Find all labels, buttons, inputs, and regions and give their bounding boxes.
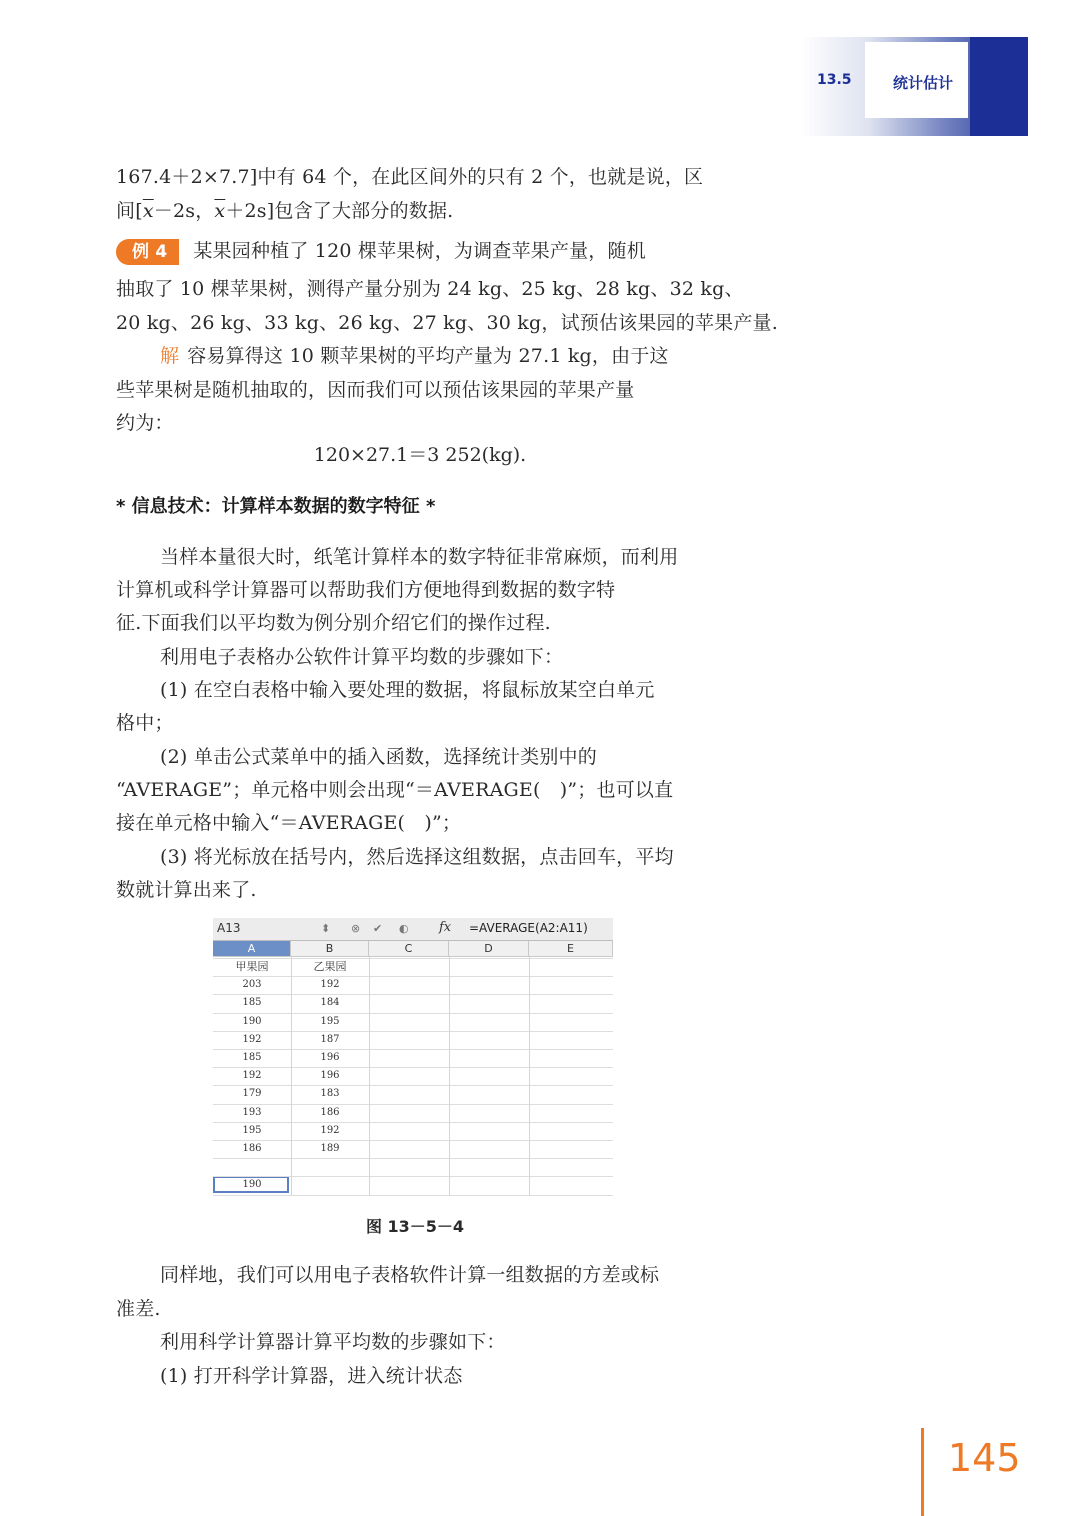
grid-row-line (213, 1158, 613, 1159)
cell-b-11: 189 (320, 1143, 340, 1154)
function-toggle-icon: ◐ (399, 922, 409, 935)
header-blue-bar (970, 37, 1028, 136)
grid-column-line (529, 957, 530, 1196)
solution-line-1: 解 容易算得这 10 颗苹果树的平均产量为 27.1 kg，由于这 (160, 345, 669, 367)
continued-line-2: 间[$\overline{x}-2s$，$\overline{x}+2s$]包含了大部分的数据. (116, 200, 454, 222)
step2-line-2: “AVERAGE”；单元格中则会出现“＝AVERAGE( )”；也可以直 (116, 779, 674, 801)
continued-line-1: 167.4＋2×7.7]中有 64 个，在此区间外的只有 2 个，也就是说，区 (116, 166, 704, 188)
cell-a-6: 185 (242, 1052, 262, 1063)
formula-text: =AVERAGE(A2:A11) (469, 921, 588, 935)
para1-line-3: 征.下面我们以平均数为例分别介绍它们的操作过程. (116, 612, 551, 634)
cell-a-11: 186 (242, 1143, 262, 1154)
column-header-c: C (369, 941, 449, 957)
cell-a-8: 179 (242, 1088, 262, 1100)
header-cell-a: 甲果园 (235, 960, 269, 973)
example-line-3: 20 kg、26 kg、33 kg、26 kg、27 kg、30 kg，试预估该果园的苹果产量. (116, 312, 778, 334)
cell-a-3: 185 (242, 997, 262, 1009)
cell-a-7: 192 (242, 1070, 262, 1082)
para1-line-2: 计算机或科学计算器可以帮助我们方便地得到数据的数字特 (116, 579, 616, 601)
cell-a-2: 203 (242, 979, 262, 991)
cell-b-10: 192 (320, 1124, 340, 1136)
cell-b-9: 186 (320, 1106, 340, 1118)
grid-row-line (213, 958, 613, 959)
cell-reference: A13 (217, 921, 241, 935)
grid-row-line (213, 1176, 613, 1177)
formula-bar (213, 918, 613, 941)
fx-icon: fx (439, 920, 452, 935)
page-number: 145 (948, 1436, 1021, 1480)
step1-line-1: (1) 在空白表格中输入要处理的数据，将鼠标放某空白单元 (160, 679, 655, 701)
step3-line-2: 数就计算出来了. (116, 879, 257, 901)
page-number-rule (921, 1428, 924, 1516)
solution-line-3: 约为： (116, 412, 174, 434)
figure-caption: 图 13－5－4 (365, 1217, 465, 1236)
cell-a-9: 193 (242, 1106, 262, 1118)
solution-label: 解 (160, 345, 180, 367)
stepper-icon: ⬍ (321, 922, 331, 935)
para3-line-1: 同样地，我们可以用电子表格软件计算一组数据的方差或标 (160, 1264, 660, 1286)
cell-a-10: 195 (242, 1124, 262, 1136)
grid-row-line (213, 1195, 613, 1196)
step-calculator-1: (1) 打开科学计算器，进入统计状态 (160, 1365, 463, 1387)
section-number: 13.5 (817, 72, 852, 88)
column-header-d: D (449, 941, 529, 957)
step2-line-1: (2) 单击公式菜单中的插入函数，选择统计类别中的 (160, 746, 597, 768)
solution-line-2: 些苹果树是随机抽取的，因而我们可以预估该果园的苹果产量 (116, 379, 635, 401)
cell-b-5: 187 (320, 1033, 340, 1045)
step3-line-1: (3) 将光标放在括号内，然后选择这组数据，点击回车，平均 (160, 846, 674, 868)
confirm-icon: ✔ (373, 922, 383, 935)
header-cell-b: 乙果园 (313, 960, 347, 973)
cell-b-3: 184 (320, 997, 340, 1009)
step1-line-2: 格中； (116, 712, 174, 734)
section-heading: * 信息技术：计算样本数据的数字特征 * (116, 496, 436, 517)
solution-formula: 120×27.1＝3 252(kg). (313, 444, 527, 466)
spreadsheet-figure (213, 918, 613, 1196)
cell-b-4: 195 (320, 1015, 340, 1027)
para4: 利用科学计算器计算平均数的步骤如下： (160, 1331, 506, 1353)
grid-column-line (369, 957, 370, 1196)
column-header-e: E (529, 941, 613, 957)
active-cell-outline (213, 1176, 289, 1193)
grid-column-line (449, 957, 450, 1196)
cell-b-6: 196 (320, 1052, 340, 1063)
cell-a-4: 190 (242, 1015, 262, 1027)
cell-b-7: 196 (320, 1070, 340, 1082)
step2-line-3: 接在单元格中输入“＝AVERAGE( )”； (116, 812, 462, 834)
column-header-a: A (213, 941, 291, 957)
para2: 利用电子表格办公软件计算平均数的步骤如下： (160, 646, 564, 668)
para3-line-2: 准差. (116, 1298, 161, 1320)
example-line-2: 抽取了 10 棵苹果树，测得产量分别为 24 kg、25 kg、28 kg、32 kg、 (116, 278, 744, 300)
cancel-icon: ⊗ (351, 922, 361, 935)
para1-line-1: 当样本量很大时，纸笔计算样本的数字特征非常麻烦，而利用 (160, 546, 679, 568)
section-title: 统计估计 (893, 74, 954, 92)
cell-b-2: 192 (320, 979, 340, 991)
column-header-b: B (291, 941, 369, 957)
example-badge: 例 4 (116, 239, 179, 265)
example-line-1: 例 4 某果园种植了 120 棵苹果树，为调查苹果产量，随机 (116, 234, 716, 268)
result-cell: 190 (242, 1179, 262, 1190)
cell-a-5: 192 (242, 1033, 262, 1045)
cell-b-8: 183 (320, 1088, 340, 1100)
